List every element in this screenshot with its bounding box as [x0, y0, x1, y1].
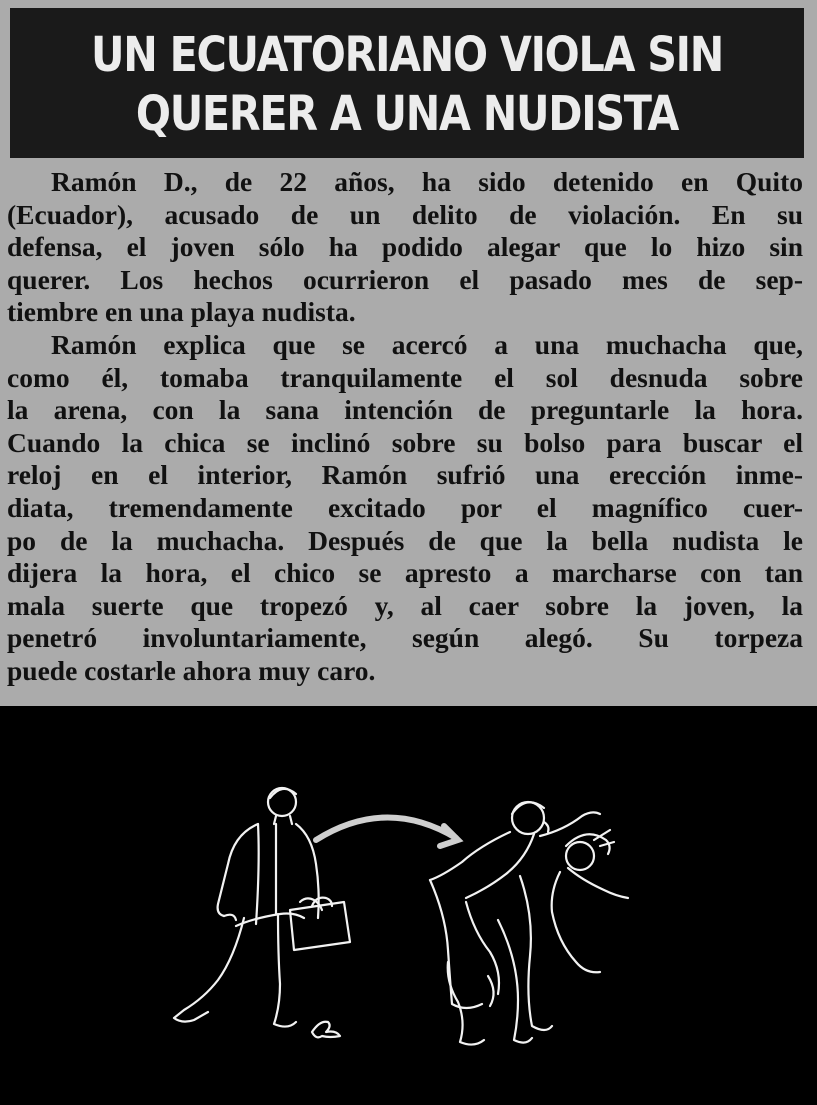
article-line: mala suerte que tropezó y, al caer sobre la joven, la [7, 589, 803, 621]
headline-banner [10, 8, 804, 158]
headline-line-2: QUERER A UNA NUDISTA [135, 86, 679, 142]
cartoon-illustration [0, 706, 817, 1100]
article-paragraph-1 [7, 166, 803, 329]
article-line: la arena, con la sana intención de preguntarle la hora. [7, 394, 803, 426]
article-paragraph-2 [7, 329, 803, 688]
banana-peel-icon [312, 1022, 340, 1038]
article-body [7, 166, 803, 688]
article-line: Ramón D., de 22 años, ha sido detenido en Quito [51, 166, 803, 197]
article-line: Cuando la chica se inclinó sobre su bolso para buscar el [7, 426, 803, 458]
article-line: defensa, el joven sólo ha podido alegar que lo hizo sin [7, 231, 803, 263]
article-line: dijera la hora, el chico se apresto a marcharse con tan [7, 557, 803, 589]
article-line: como él, tomaba tranquilamente el sol desnuda sobre [7, 361, 803, 393]
article-line: (Ecuador), acusado de un delito de violación. En su [7, 198, 803, 230]
briefcase-icon [290, 898, 350, 950]
headline-line-1: UN ECUATORIANO VIOLA SIN [91, 27, 723, 83]
article-line: reloj en el interior, Ramón sufrió una erección inme- [7, 459, 803, 491]
article-line: penetró involuntariamente, según alegó. Su torpeza [7, 622, 803, 654]
cartoon-drawing [0, 706, 817, 1100]
walking-man-figure [174, 788, 322, 1027]
article-line: Ramón explica que se acercó a una muchacha que, [51, 328, 803, 360]
article-line: po de la muchacha. Después de que la bella nudista le [7, 524, 803, 556]
article-line: puede costarle ahora muy caro. [7, 654, 376, 686]
curved-arrow-icon [316, 817, 456, 840]
headline [66, 8, 749, 144]
article-line: diata, tremendamente excitado por el magnífico cuer- [7, 491, 803, 523]
article-line: tiembre en una playa nudista. [7, 296, 356, 328]
article-line: querer. Los hechos ocurrieron el pasado mes de sep- [7, 263, 803, 295]
